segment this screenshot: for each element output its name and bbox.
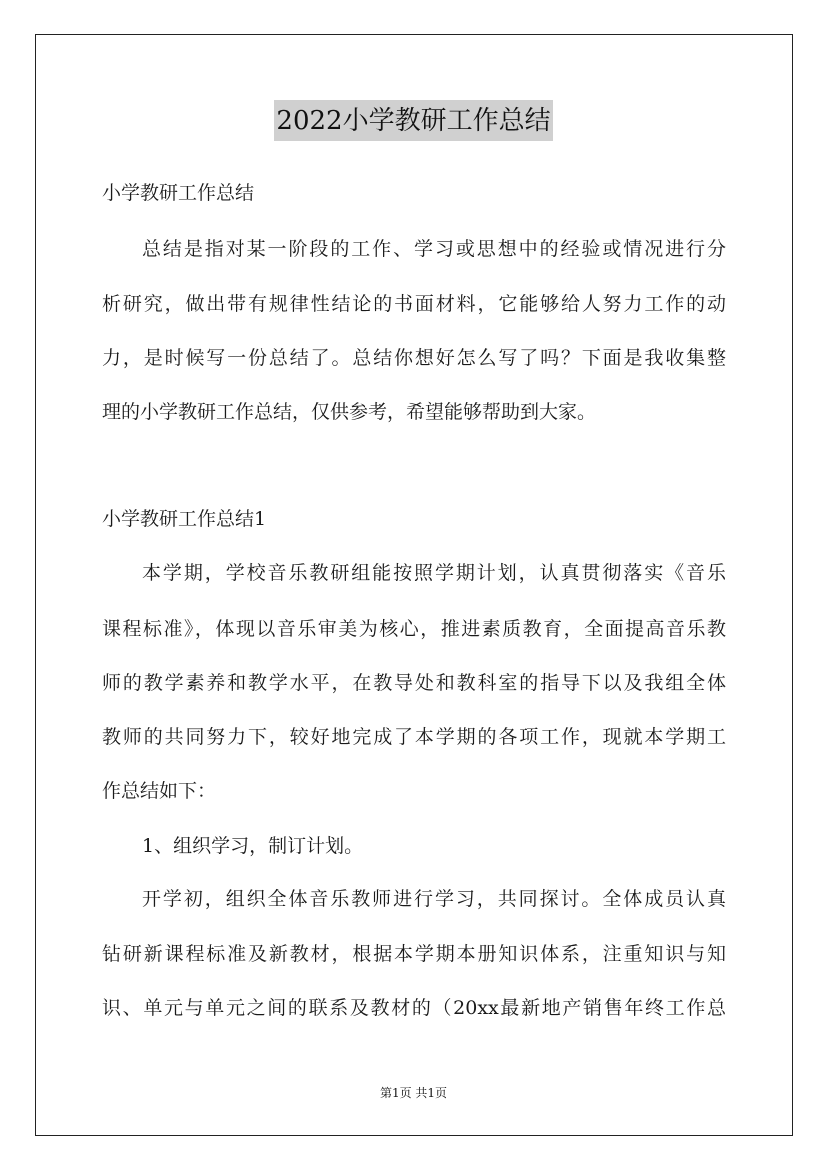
title-container — [0, 100, 827, 141]
intro-line-2: 析研究，做出带有规律性结论的书面材料，它能够给人努力工作的动 — [102, 293, 726, 315]
section-para-line-1: 本学期，学校音乐教研组能按照学期计划，认真贯彻落实《音乐 — [142, 562, 726, 584]
section-para-line-5: 作总结如下： — [102, 780, 217, 802]
document-title: 2022小学教研工作总结 — [274, 100, 552, 141]
item-1-para-line-2: 钻研新课程标准及新教材，根据本学期本册知识体系，注重知识与知 — [102, 943, 726, 965]
page-footer: 第1页 共1页 — [379, 1086, 448, 1100]
intro-line-1: 总结是指对某一阶段的工作、学习或思想中的经验或情况进行分 — [142, 238, 726, 260]
item-1-para-line-3: 识、单元与单元之间的联系及教材的（20xx最新地产销售年终工作总 — [102, 997, 726, 1019]
document-subtitle: 小学教研工作总结 — [102, 182, 255, 204]
section-heading: 小学教研工作总结1 — [102, 508, 267, 530]
section-para-line-3: 师的教学素养和教学水平，在教导处和教科室的指导下以及我组全体 — [102, 672, 726, 694]
section-para-line-4: 教师的共同努力下，较好地完成了本学期的各项工作，现就本学期工 — [102, 726, 726, 748]
section-para-line-2: 课程标准》，体现以音乐审美为核心，推进素质教育，全面提高音乐教 — [102, 618, 726, 640]
intro-line-4: 理的小学教研工作总结，仅供参考，希望能够帮助到大家。 — [102, 401, 597, 423]
item-1-para-line-1: 开学初，组织全体音乐教师进行学习，共同探讨。全体成员认真 — [142, 888, 726, 910]
intro-line-3: 力，是时候写一份总结了。总结你想好怎么写了吗？下面是我收集整 — [102, 347, 726, 369]
item-1-heading: 1、组织学习，制订计划。 — [142, 835, 364, 857]
